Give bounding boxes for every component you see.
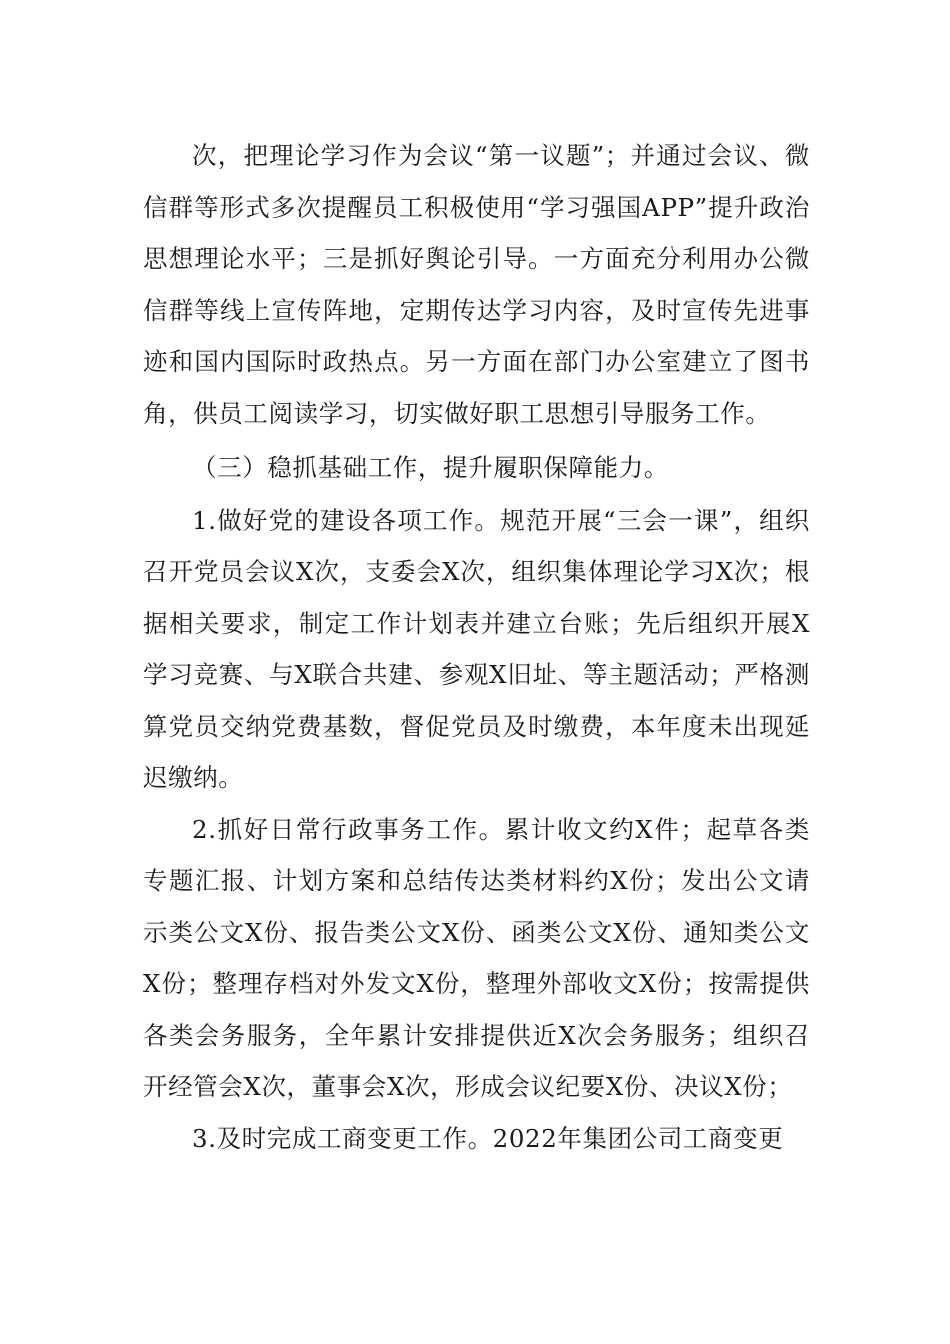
section-heading: （三）稳抓基础工作，提升履职保障能力。 xyxy=(192,453,669,482)
document-body xyxy=(143,130,810,1164)
paragraph-item-3: 3.及时完成工商变更工作。2022年集团公司工商变更 xyxy=(192,1123,784,1153)
paragraph-item-1: 1.做好党的建设各项工作。规范开展“三会一课”，组织召开党员会议X次，支委会X次，组织集体理论学习X次；根据相关要求，制定工作计划表并建立台账；先后组织开展X学习竞赛、与X联合共建、参观X旧址、等主题活动；严格测算党员交纳党费基数，督促党员及时缴费，本年度未出现延迟缴纳。 xyxy=(143,505,810,792)
paragraph-item-2: 2.抓好日常行政事务工作。累计收文约X件；起草各类专题汇报、计划方案和总结传达类材料约X份；发出公文请示类公文X份、报告类公文X份、函类公文X份、通知类公文X份；整理存档对外发文X份，整理外部收文X份；按需提供各类会务服务，全年累计安排提供近X次会务服务；组织召开经管会X次，董事会X次，形成会议纪要X份、决议X份； xyxy=(143,814,810,1101)
paragraph-continuation: 次，把理论学习作为会议“第一议题”；并通过会议、微信群等形式多次提醒员工积极使用“学习强国APP”提升政治思想理论水平；三是抓好舆论引导。一方面充分利用办公微信群等线上宣传阵地，定期传达学习内容，及时宣传先进事迹和国内国际时政热点。另一方面在部门办公室建立了图书角，供员工阅读学习，切实做好职工思想引导服务工作。 xyxy=(143,141,810,428)
